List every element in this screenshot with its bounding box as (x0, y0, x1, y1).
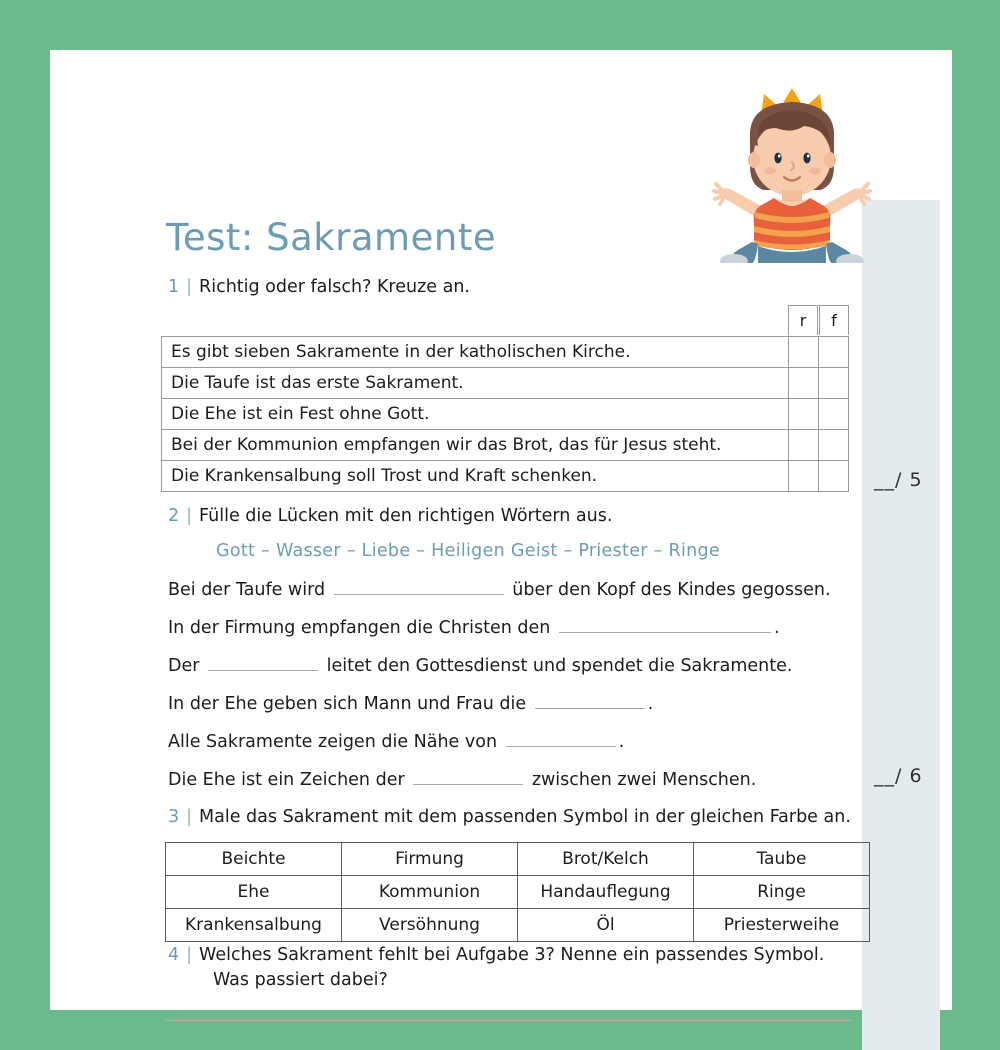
score-points-2: 6 (909, 765, 923, 787)
grid-cell[interactable]: Ehe (166, 876, 342, 909)
eye-left (774, 153, 781, 164)
column-header-true: r (788, 305, 818, 335)
score-mark-task1 (874, 469, 923, 491)
task-4-heading (168, 945, 825, 990)
gap-sentence-3-before: Der (168, 656, 200, 676)
gap-sentence-5-after: . (618, 732, 625, 752)
score-slash-1: / (895, 469, 903, 491)
task-3-heading (168, 807, 851, 827)
score-points-1: 5 (909, 469, 923, 491)
checkbox-true[interactable] (789, 461, 819, 492)
gap-sentence-6-after: zwischen zwei Menschen. (531, 770, 757, 790)
gap-blank-1[interactable] (334, 579, 504, 595)
gap-sentence-3-after: leitet den Gottesdienst und spendet die Sakramente. (326, 656, 793, 676)
boy-with-crown-illustration (712, 78, 872, 263)
checkbox-false[interactable] (819, 368, 849, 399)
page-title: Test: Sakramente (166, 216, 497, 259)
table-row (166, 909, 870, 942)
table-row (162, 399, 849, 430)
column-header-false: f (819, 305, 849, 335)
task-1-text: Richtig oder falsch? Kreuze an. (199, 277, 470, 297)
score-sidebar-panel (862, 200, 940, 1050)
task-2-separator: | (186, 506, 193, 526)
statement-text: Die Krankensalbung soll Trost und Kraft schenken. (162, 461, 789, 492)
gap-blank-3[interactable] (208, 655, 318, 671)
statement-text: Bei der Kommunion empfangen wir das Brot, das für Jesus steht. (162, 430, 789, 461)
grid-cell[interactable]: Ringe (694, 876, 870, 909)
task-2-text: Fülle die Lücken mit den richtigen Wörtern aus. (199, 506, 613, 526)
table-row (166, 843, 870, 876)
task-4-text-line2: Was passiert dabei? (213, 970, 388, 990)
score-slash-2: / (895, 765, 903, 787)
gap-sentence-6 (168, 769, 756, 790)
task-2-heading (168, 506, 612, 526)
checkbox-true[interactable] (789, 368, 819, 399)
gap-sentence-2-after: . (773, 618, 780, 638)
checkbox-false[interactable] (819, 399, 849, 430)
gap-blank-2[interactable] (559, 617, 771, 633)
gap-sentence-6-before: Die Ehe ist ein Zeichen der (168, 770, 405, 790)
gap-blank-6[interactable] (413, 769, 523, 785)
eye-right (803, 153, 810, 164)
true-false-column-headers (788, 305, 851, 336)
table-row (166, 876, 870, 909)
gap-sentence-4-after: . (647, 694, 654, 714)
task-1-heading (168, 277, 470, 297)
gap-sentence-1-after: über den Kopf des Kindes gegossen. (512, 580, 831, 600)
grid-cell[interactable]: Kommunion (342, 876, 518, 909)
gap-sentence-5 (168, 731, 624, 752)
task-3-separator: | (186, 807, 193, 827)
task-3-text: Male das Sakrament mit dem passenden Symbol in der gleichen Farbe an. (199, 807, 851, 827)
gap-sentence-4 (168, 693, 653, 714)
grid-cell[interactable]: Brot/Kelch (518, 843, 694, 876)
table-row (162, 368, 849, 399)
gap-sentence-2 (168, 617, 780, 638)
checkbox-false[interactable] (819, 430, 849, 461)
score-blank-1: __ (874, 469, 895, 491)
gap-sentence-5-before: Alle Sakramente zeigen die Nähe von (168, 732, 498, 752)
gap-sentence-1-before: Bei der Taufe wird (168, 580, 326, 600)
score-blank-2: __ (874, 765, 895, 787)
table-row (162, 430, 849, 461)
gap-sentence-4-before: In der Ehe geben sich Mann und Frau die (168, 694, 527, 714)
gap-sentence-3 (168, 655, 792, 676)
grid-cell[interactable]: Priesterweihe (694, 909, 870, 942)
checkbox-false[interactable] (819, 337, 849, 368)
grid-cell[interactable]: Taube (694, 843, 870, 876)
task-1-separator: | (186, 277, 193, 297)
grid-cell[interactable]: Handauflegung (518, 876, 694, 909)
checkbox-true[interactable] (789, 337, 819, 368)
gap-sentence-1 (168, 579, 831, 600)
grid-cell[interactable]: Öl (518, 909, 694, 942)
gap-sentence-2-before: In der Firmung empfangen die Christen den (168, 618, 551, 638)
task-4-text: Welches Sakrament fehlt bei Aufgabe 3? Nenne ein passendes Symbol. (199, 945, 825, 965)
task-4-separator: | (186, 945, 193, 965)
statement-text: Die Ehe ist ein Fest ohne Gott. (162, 399, 789, 430)
grid-cell[interactable]: Firmung (342, 843, 518, 876)
task-2-number: 2 (168, 506, 180, 526)
task-1-number: 1 (168, 277, 180, 297)
statement-text: Es gibt sieben Sakramente in der katholischen Kirche. (162, 337, 789, 368)
gap-blank-5[interactable] (506, 731, 616, 747)
checkbox-false[interactable] (819, 461, 849, 492)
grid-cell[interactable]: Krankensalbung (166, 909, 342, 942)
table-row (162, 461, 849, 492)
symbol-matching-grid (165, 842, 870, 942)
grid-cell[interactable]: Beichte (166, 843, 342, 876)
task-4-number: 4 (168, 945, 180, 965)
checkbox-true[interactable] (789, 430, 819, 461)
task-3-number: 3 (168, 807, 180, 827)
word-bank: Gott – Wasser – Liebe – Heiligen Geist – Priester – Ringe (216, 541, 721, 561)
face (753, 120, 831, 196)
gap-blank-4[interactable] (535, 693, 645, 709)
score-mark-task2 (874, 765, 923, 787)
checkbox-true[interactable] (789, 399, 819, 430)
true-false-table (161, 336, 849, 492)
grid-cell[interactable]: Versöhnung (342, 909, 518, 942)
table-row (162, 337, 849, 368)
answer-writing-line[interactable] (165, 1020, 852, 1021)
statement-text: Die Taufe ist das erste Sakrament. (162, 368, 789, 399)
